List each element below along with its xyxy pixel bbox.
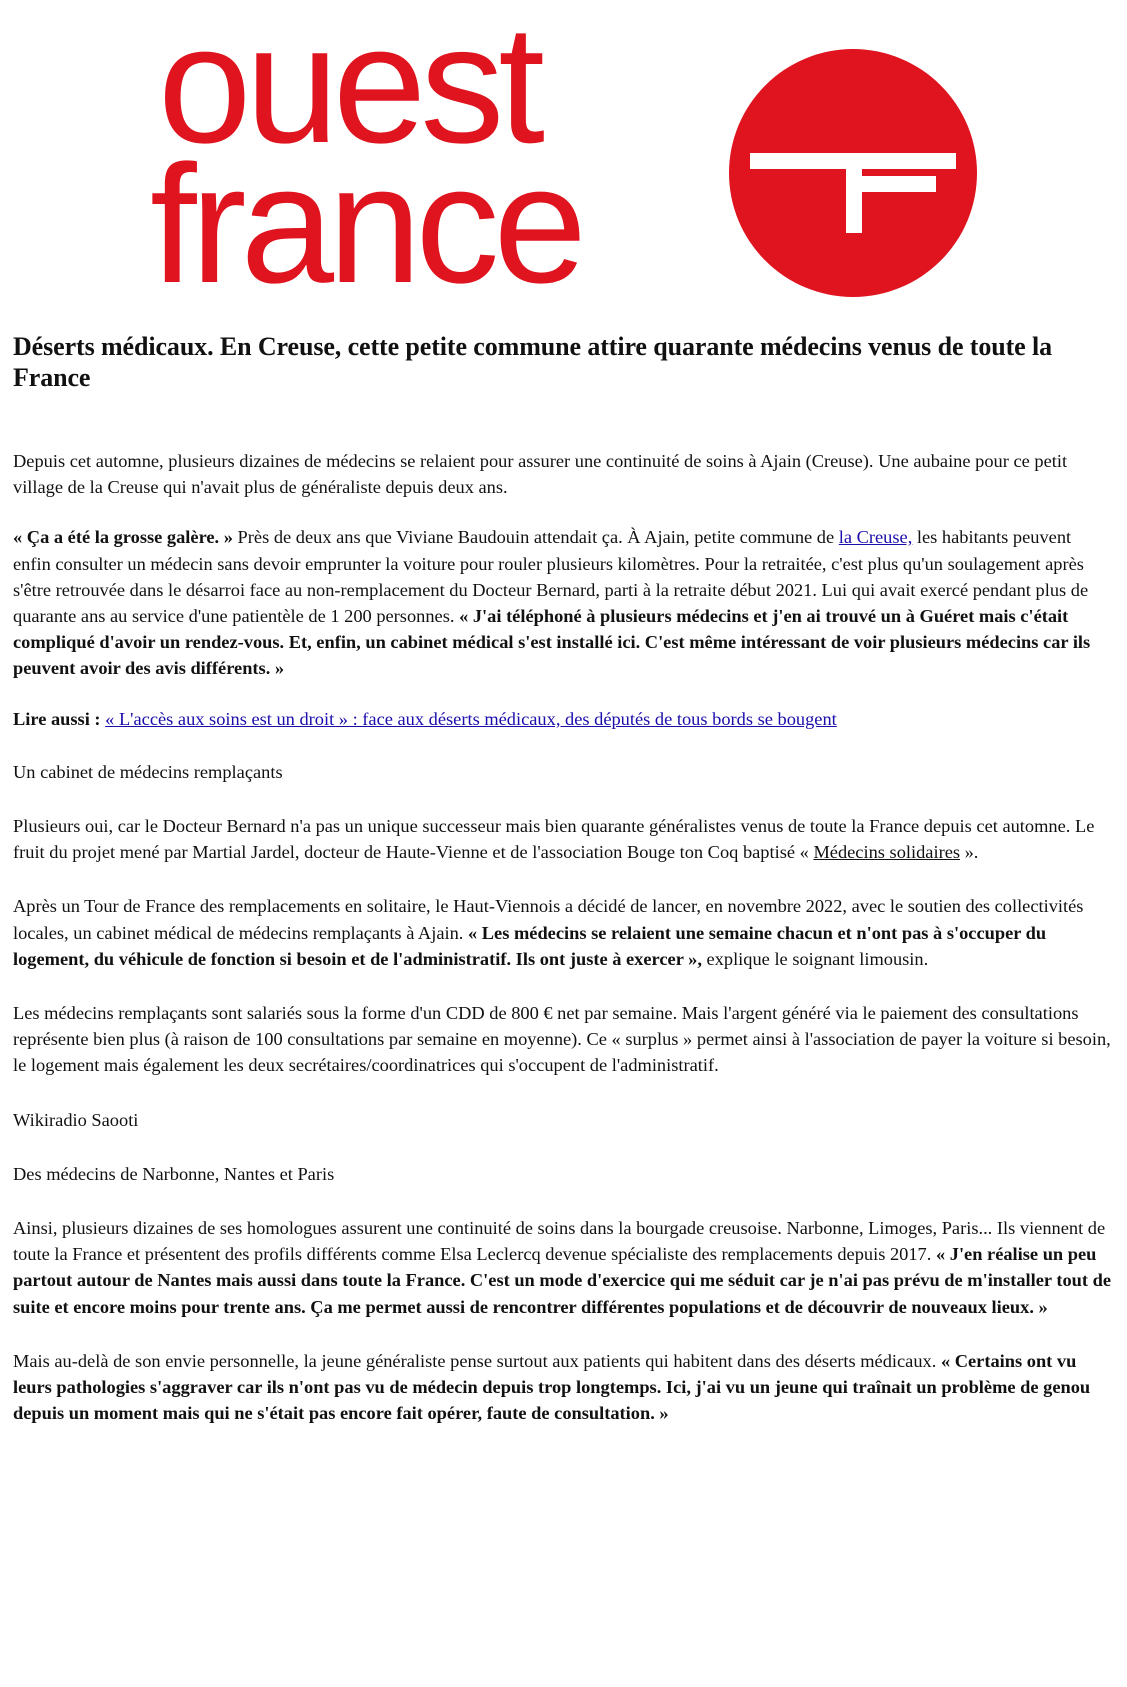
paragraph-2-text-a: Plusieurs oui, car le Docteur Bernard n'a pas un unique successeur mais bien quarante généralistes venus de toute la France depuis cet automne. Le fruit du projet mené par Martial Jardel, docteur de Haute-Vienne et de l'association Bouge ton Coq baptisé « <box>13 816 1095 863</box>
quote-jardel: « Les médecins se relaient une semaine chacun et n'ont pas à s'occuper du logement, du véhicule de fonction si besoin et de l'administratif. Ils ont juste à exercer », <box>13 922 1047 969</box>
logo-disc-bar-lower <box>846 176 936 192</box>
paragraph-2 <box>13 813 1113 865</box>
paragraph-1-text-a: Près de deux ans que Viviane Baudouin attendait ça. À Ajain, petite commune de <box>232 527 839 548</box>
paragraph-2-text-b: ». <box>960 842 979 863</box>
article-lead: Depuis cet automne, plusieurs dizaines de médecins se relaient pour assurer une continuité de soins à Ajain (Creuse). Une aubaine pour ce petit village de la Creuse qui n'avait plus de généraliste depuis deux ans. <box>13 451 1068 498</box>
paragraph-6 <box>13 1348 1113 1427</box>
logo-word-ouest: ouest <box>158 0 539 178</box>
quote-viviane: « J'ai téléphoné à plusieurs médecins et j'en ai trouvé un à Guéret mais c'était compliqué d'avoir un rendez-vous. Et, enfin, un cabinet médical s'est installé ici. C'est même intéressant de voir plusieurs médecins car ils peuvent avoir des avis différents. » <box>13 606 1091 679</box>
read-also-label: Lire aussi : <box>13 708 101 729</box>
media-credit: Wikiradio Saooti <box>13 1109 139 1130</box>
article <box>13 331 1113 1426</box>
quote-opening: « Ça a été la grosse galère. » <box>13 527 233 548</box>
read-also-link[interactable]: « L'accès aux soins est un droit » : face aux déserts médicaux, des députés de tous bords se bougent <box>105 708 837 729</box>
read-also <box>13 706 1113 732</box>
quote-leclercq: « J'en réalise un peu partout autour de Nantes mais aussi dans toute la France. C'est un mode d'exercice qui me séduit car je n'ai pas prévu de m'installer tout de suite et encore moins pour trente ans. Ça me permet aussi de rencontrer différentes populations et de découvrir de nouveaux lieux. » <box>13 1244 1111 1317</box>
paragraph-4: Les médecins remplaçants sont salariés sous la forme d'un CDD de 800 € net par semaine. Mais l'argent généré via le paiement des consultations représente bien plus (à raison de 100 consultations par semaine en moyenne). Ce « surplus » permet ainsi à l'association de payer la voiture si besoin, le logement mais également les deux secrétaires/coordinatrices qui s'occupent de l'administratif. <box>13 1003 1111 1076</box>
paragraph-5 <box>13 1215 1113 1320</box>
logo-disc-icon <box>728 48 978 298</box>
quote-leclercq-patients: « Certains ont vu leurs pathologies s'aggraver car ils n'ont pas vu de médecin depuis trop longtemps. Ici, j'ai vu un jeune qui traînait un problème de genou depuis un moment mais qui ne s'était pas encore fait opérer, faute de consultation. » <box>13 1350 1091 1424</box>
medecins-solidaires-link[interactable]: Médecins solidaires <box>813 842 961 863</box>
logo-word-france: france <box>150 130 581 318</box>
paragraph-3 <box>13 893 1113 972</box>
paragraph-3-text-a: Après un Tour de France des remplacements en solitaire, le Haut-Viennois a décidé de lancer, en novembre 2022, avec le soutien des collectivités locales, un cabinet médical de médecins remplaçants à Ajain. <box>13 896 1084 943</box>
paragraph-3-text-b: explique le soignant limousin. <box>701 948 929 969</box>
logo-disc-bar-vertical <box>846 153 862 233</box>
paragraph-1-text-b: les habitants peuvent enfin consulter un médecin sans devoir emprunter la voiture pour rouler plusieurs kilomètres. Pour la retraitée, c'est plus qu'un soulagement après s'être retrouvée dans le désarroi face au non-remplacement du Docteur Bernard, parti à la retraite début 2021. Lui qui avait exercé pendant plus de quarante ans au service d'une patientèle de 1 200 personnes. <box>13 527 1089 627</box>
paragraph-1 <box>13 524 1113 681</box>
link-la-creuse[interactable]: la Creuse, <box>838 527 913 548</box>
subhead-cabinet: Un cabinet de médecins remplaçants <box>13 761 283 782</box>
paragraph-5-text-a: Ainsi, plusieurs dizaines de ses homologues assurent une continuité de soins dans la bourgade creusoise. Narbonne, Limoges, Paris... Ils viennent de toute la France et présentent des profils différents comme Elsa Leclercq devenue spécialiste des remplacements depuis 2017. <box>13 1218 1106 1265</box>
paragraph-6-text-a: Mais au-delà de son envie personnelle, la jeune généraliste pense surtout aux patients qui habitent dans des déserts médicaux. <box>13 1350 941 1371</box>
subhead-narbonne: Des médecins de Narbonne, Nantes et Paris <box>13 1163 335 1184</box>
ouest-france-logo[interactable] <box>150 0 980 318</box>
article-headline: Déserts médicaux. En Creuse, cette petite commune attire quarante médecins venus de toute la France <box>13 332 1053 392</box>
